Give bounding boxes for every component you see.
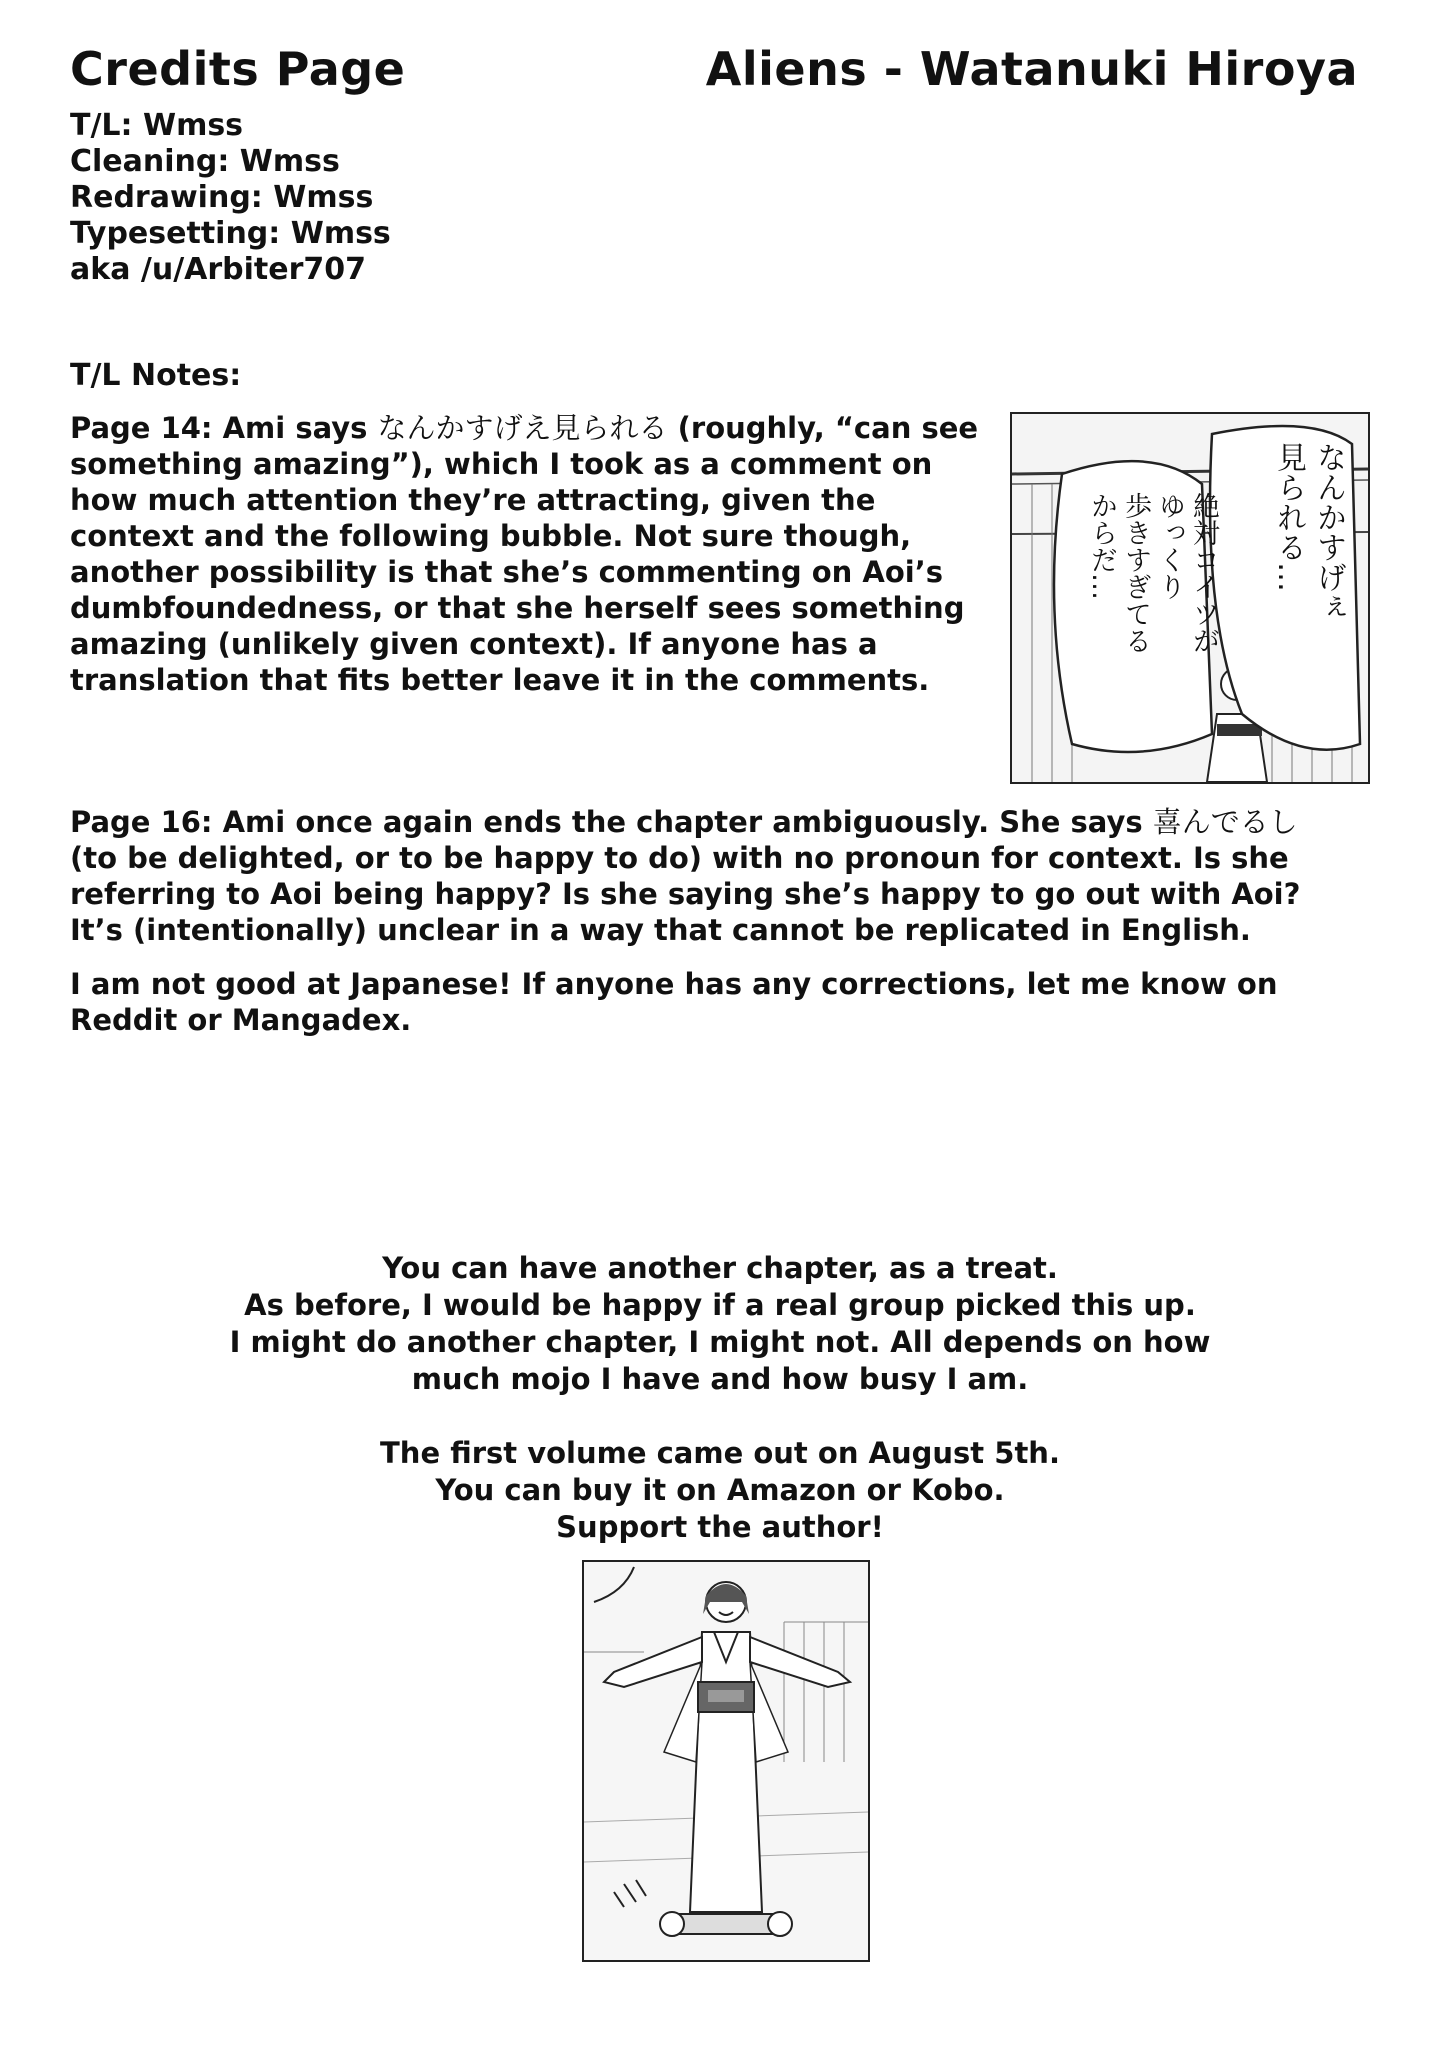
note-page-16-prefix: Page 16: Ami once again ends the chapter ambiguously. She says: [70, 805, 1153, 839]
closing-line: As before, I would be happy if a real group picked this up.: [244, 1288, 1196, 1322]
page-title: Credits Page: [70, 42, 406, 96]
closing-line: Support the author!: [556, 1510, 884, 1544]
closing-line: You can buy it on Amazon or Kobo.: [435, 1473, 1005, 1507]
note-page-16: [70, 804, 1340, 948]
note-page-14-text: (roughly, “can see something amazing”), which I took as a comment on how much attention they’re attracting, given the context and the following bubble. Not sure though, another possibility is that she’s commenting on Aoi’s dumbfoundedness, or that she herself sees something amazing (unlikely given context). If anyone has a translation that fits better leave it in the comments.: [70, 411, 979, 697]
note-page-16-text: (to be delighted, or to be happy to do) with no pronoun for context. Is she referring to Aoi being happy? Is she saying she’s happy to go out with Aoi? It’s (intentionally) unclear in a way that cannot be replicated in English.: [70, 841, 1301, 947]
note-page-14-prefix: Page 14: Ami says: [70, 411, 378, 445]
speech-bubble-left: 絶対コイツが ゆっくり 歩きすぎてる からだ…: [1086, 492, 1219, 654]
credit-typesetting: Typesetting: Wmss: [70, 216, 391, 251]
disclaimer: I am not good at Japanese! If anyone has any corrections, let me know on Reddit or Mangadex.: [70, 967, 1278, 1037]
closing-line: The first volume came out on August 5th.: [380, 1436, 1060, 1470]
closing-line: You can have another chapter, as a treat.: [382, 1251, 1058, 1285]
closing-line: much mojo I have and how busy I am.: [411, 1362, 1029, 1396]
kimono-figure-art: [584, 1562, 868, 1960]
manga-panel-kimono: [582, 1560, 870, 1962]
speech-bubble-right: なんかすげぇ 見られる…: [1271, 442, 1346, 622]
closing-gap: [0, 1398, 1440, 1435]
credits-list: [70, 108, 391, 288]
credit-redrawing: Redrawing: Wmss: [70, 180, 374, 215]
note-page-14-japanese: なんかすげえ見られる: [377, 411, 668, 445]
closing-line: I might do another chapter, I might not. All depends on how: [229, 1325, 1211, 1359]
manga-panel-page-14: [1010, 412, 1370, 784]
credit-alias: aka /u/Arbiter707: [70, 252, 367, 287]
credit-translation: T/L: Wmss: [70, 108, 244, 143]
series-title: Aliens - Watanuki Hiroya: [705, 42, 1358, 96]
note-page-14: [70, 410, 990, 698]
note-page-16-japanese: 喜んでるし: [1152, 805, 1298, 839]
credit-cleaning: Cleaning: Wmss: [70, 144, 340, 179]
closing-message: [0, 1250, 1440, 1546]
notes-heading: T/L Notes:: [70, 358, 242, 393]
